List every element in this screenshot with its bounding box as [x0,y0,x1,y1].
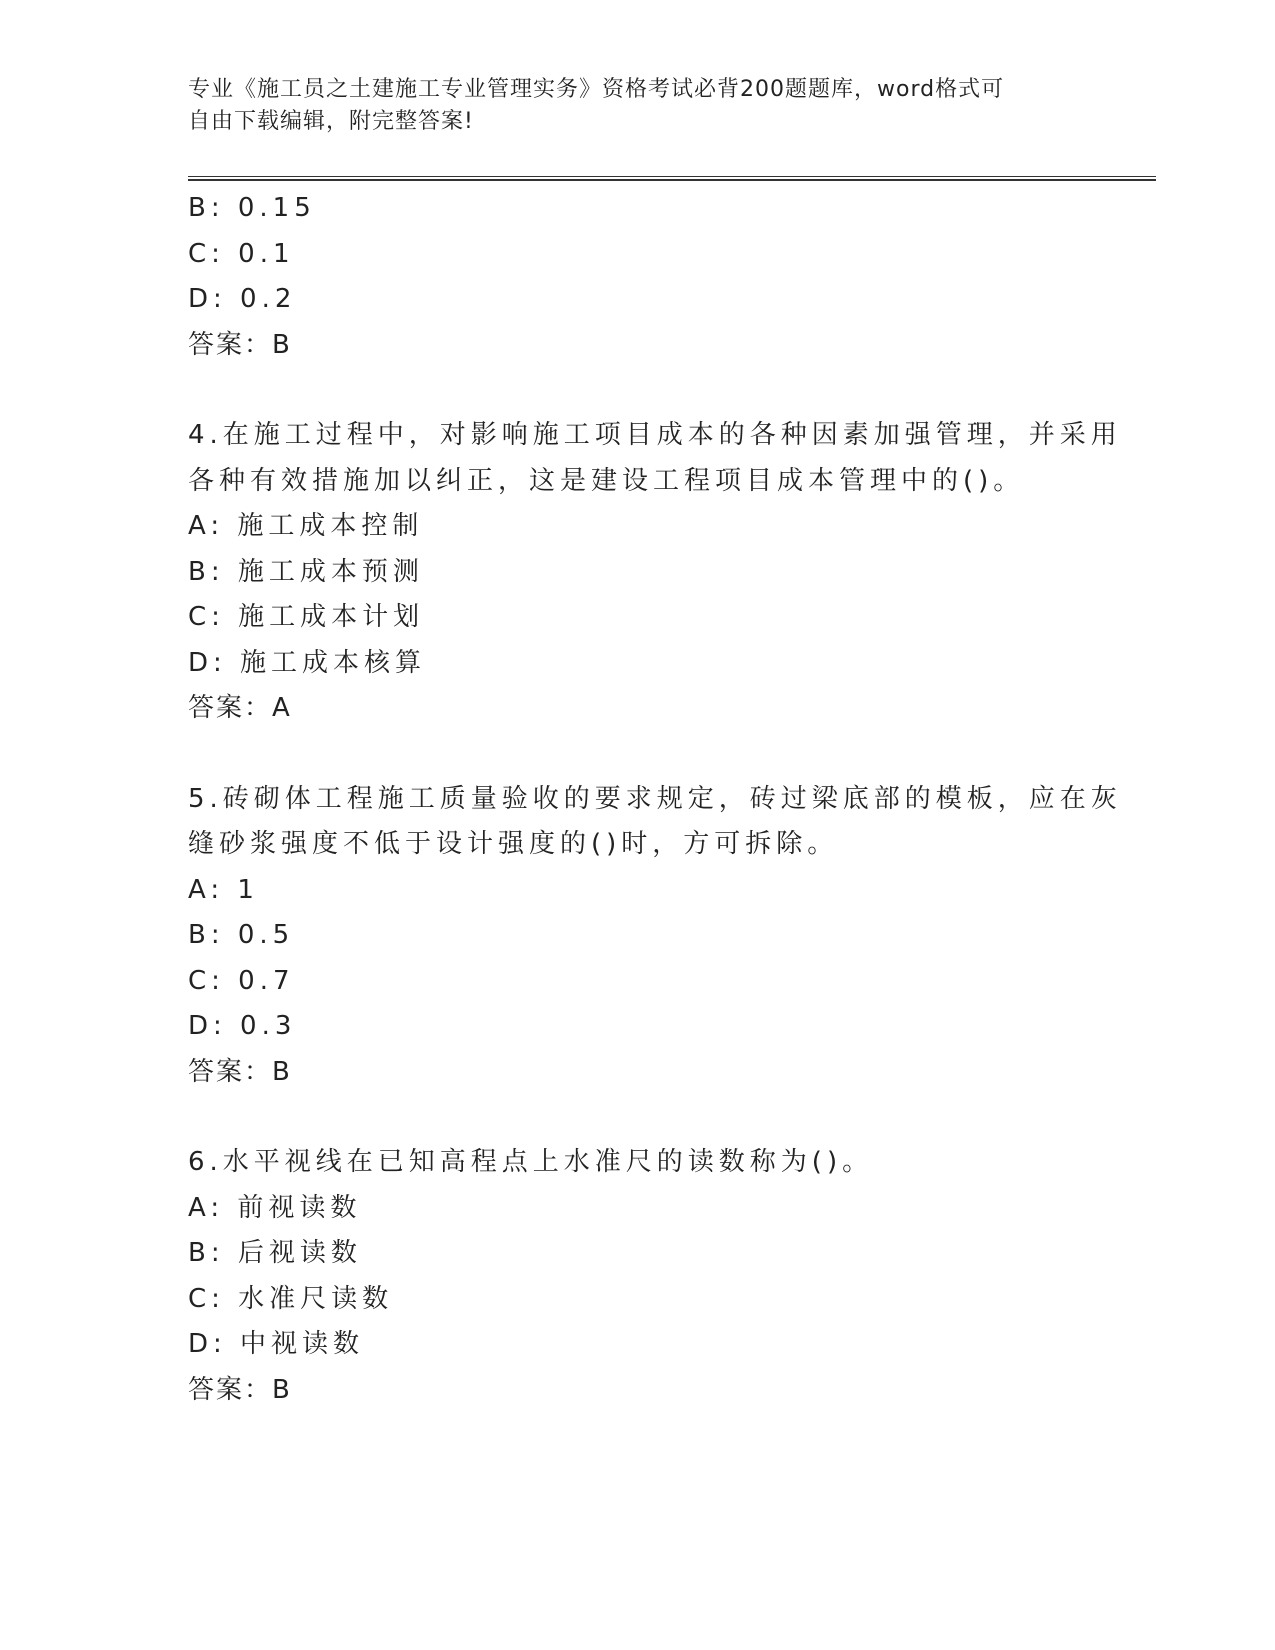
option-d: D: 施工成本核算 [188,647,427,678]
option-b: B: 0.15 [188,193,316,223]
question-stem-line: 6.水平视线在已知高程点上水准尺的读数称为()。 [188,1147,874,1177]
question-list [188,186,1122,1413]
option-a: A: 前视读数 [188,1192,362,1223]
option-a: A: 1 [188,874,259,905]
document-header [188,74,1068,138]
option-c: C: 施工成本计划 [188,602,425,632]
question-block-5 [188,777,1122,1096]
header-line-2: 自由下载编辑，附完整答案! [188,109,474,134]
header-divider [188,176,1156,181]
option-c: C: 0.1 [188,238,295,269]
answer-line: 答案：B [188,1374,292,1405]
option-b: B: 0.5 [188,920,295,950]
question-block-continued [188,186,1088,368]
question-stem-line: 缝砂浆强度不低于设计强度的()时，方可拆除。 [188,829,839,859]
header-line-1: 专业《施工员之土建施工专业管理实务》资格考试必背200题题库，word格式可 [188,77,1005,102]
question-stem-line: 5.砖砌体工程施工质量验收的要求规定，砖过梁底部的模板，应在灰 [188,783,1122,814]
question-stem-line: 4.在施工过程中，对影响施工项目成本的各种因素加强管理，并采用 [188,420,1122,450]
option-d: D: 0.2 [188,284,297,314]
question-spacer [188,732,1088,777]
question-stem-line: 各种有效措施加以纠正，这是建设工程项目成本管理中的()。 [188,465,1025,496]
answer-line: 答案：A [188,693,292,723]
option-c: C: 0.7 [188,965,295,996]
question-spacer [188,368,1088,413]
question-spacer [188,1095,1088,1140]
option-b: B: 施工成本预测 [188,556,424,587]
question-block-6 [188,1140,1088,1413]
answer-line: 答案：B [188,1056,292,1087]
option-a: A: 施工成本控制 [188,511,424,541]
option-c: C: 水准尺读数 [188,1283,394,1314]
option-b: B: 后视读数 [188,1238,362,1268]
option-d: D: 0.3 [188,1011,297,1041]
question-block-4 [188,413,1122,732]
answer-line: 答案：B [188,329,292,360]
option-d: D: 中视读数 [188,1329,365,1359]
